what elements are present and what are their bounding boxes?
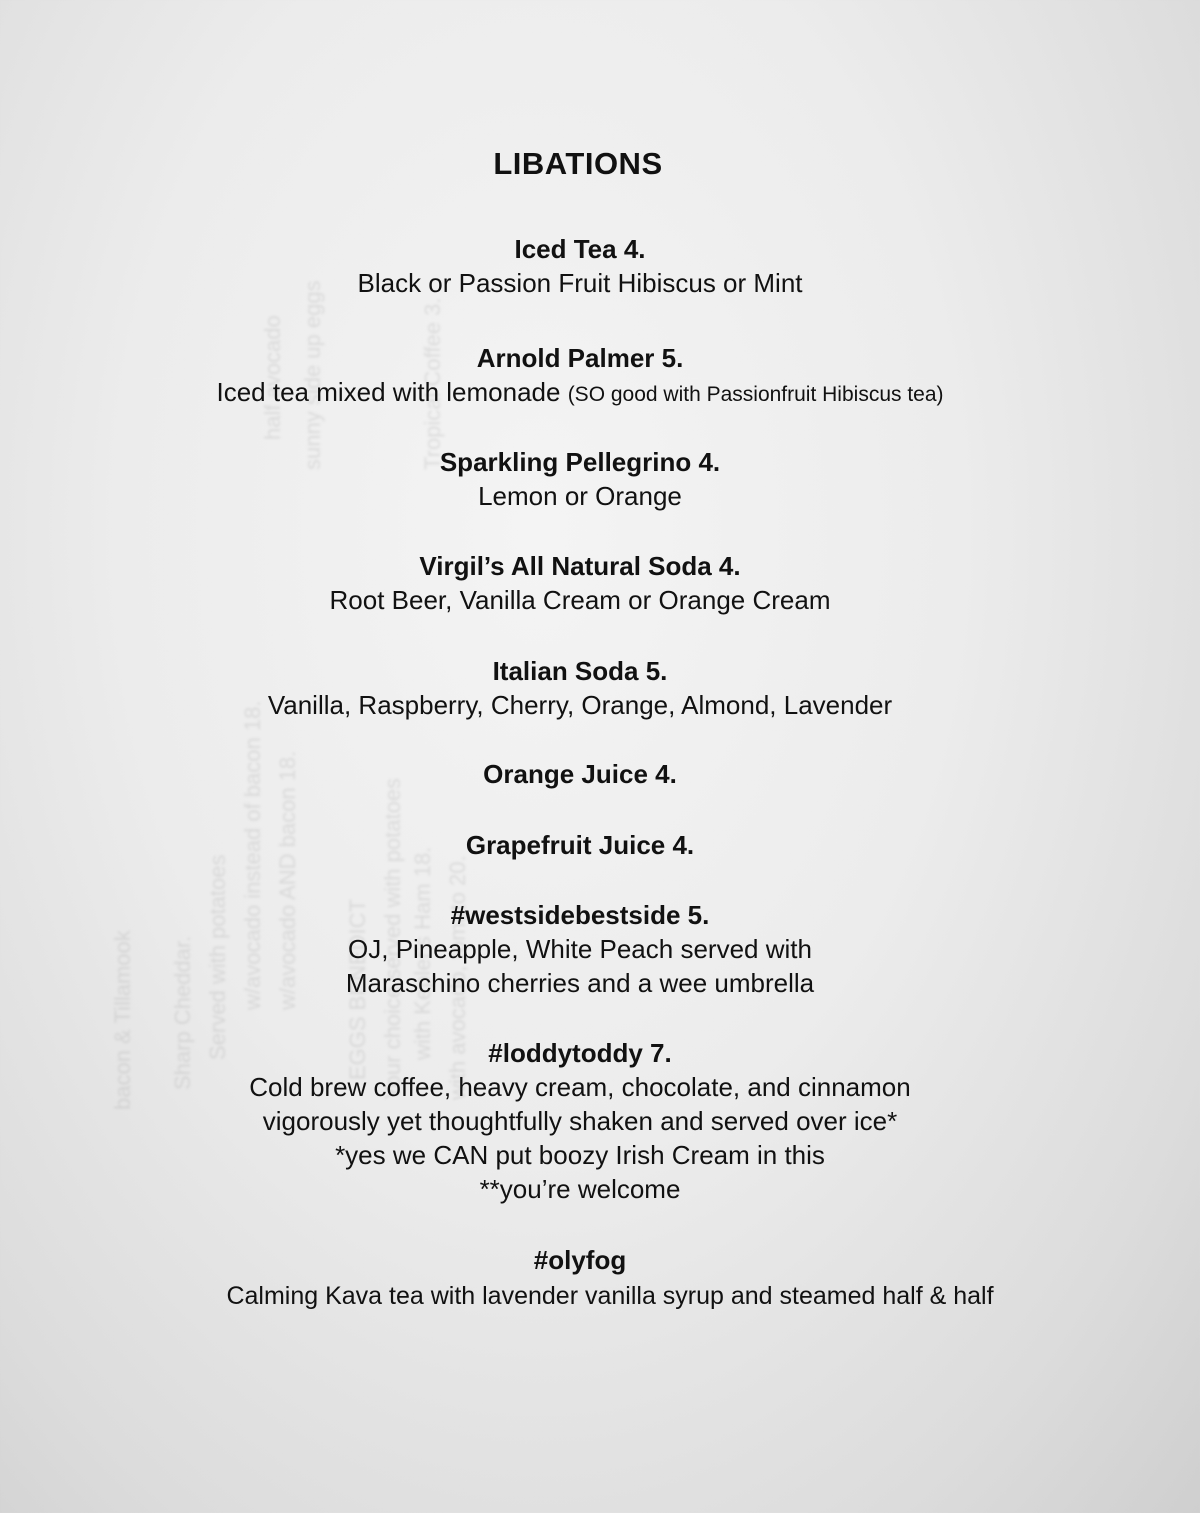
item-description (0, 375, 1160, 412)
menu-item-italian-soda (0, 654, 1160, 722)
item-description: Maraschino cherries and a wee umbrella (345, 968, 815, 998)
item-footnote: *yes we CAN put boozy Irish Cream in this (335, 1140, 825, 1170)
item-name: Virgil’s All Natural Soda 4. (419, 551, 741, 581)
item-name: Iced Tea 4. (514, 234, 646, 264)
item-name: #olyfog (533, 1245, 627, 1275)
item-description-main: Iced tea mixed with lemonade (216, 377, 561, 407)
menu-item-olyfog (0, 1243, 1200, 1277)
item-description: Root Beer, Vanilla Cream or Orange Cream (329, 585, 831, 615)
item-description: OJ, Pineapple, White Peach served with (348, 934, 812, 964)
item-name: Sparkling Pellegrino 4. (439, 447, 721, 477)
item-description: Lemon or Orange (478, 481, 682, 511)
menu-item-loddytoddy (0, 1036, 1160, 1206)
menu-item-orange-juice (0, 757, 1160, 791)
item-name: Orange Juice 4. (483, 759, 677, 789)
item-name: Arnold Palmer 5. (476, 343, 684, 373)
item-description: vigorously yet thoughtfully shaken and served over ice* (262, 1106, 898, 1136)
item-name: Grapefruit Juice 4. (465, 830, 695, 860)
item-name: #westsidebestside 5. (450, 900, 710, 930)
menu-item-grapefruit-juice (0, 828, 1160, 862)
item-description: Cold brew coffee, heavy cream, chocolate, and cinnamon (249, 1072, 911, 1102)
menu-item-sparkling-pellegrino (0, 445, 1160, 513)
menu-title: LIBATIONS (493, 146, 663, 181)
item-note: (SO good with Passionfruit Hibiscus tea) (567, 383, 944, 406)
paper-background: Sharp Cheddar. Served with potatoes w/avocado instead of bacon 18. w/avocado AND bacon 18. EGGS BENEDICT Your choice served with potatoes with Kepler's Ham 18. with avocado, tomato 20. bacon & Tillamook sunny side up eggs half avocado Tropical Coffee 3. (110, 280, 470, 1110)
menu-item-arnold-palmer (0, 341, 1160, 412)
item-name: Italian Soda 5. (492, 656, 668, 686)
menu-item-olyfog-description (40, 1279, 1180, 1313)
item-footnote: **you’re welcome (479, 1174, 681, 1204)
item-description: Calming Kava tea with lavender vanilla syrup and steamed half & half (226, 1282, 994, 1310)
item-description: Black or Passion Fruit Hibiscus or Mint (357, 268, 803, 298)
menu-item-virgils-soda (0, 549, 1160, 617)
menu-item-westsidebestside (0, 898, 1160, 1000)
item-description: Vanilla, Raspberry, Cherry, Orange, Almond, Lavender (267, 690, 893, 720)
menu-item-iced-tea (0, 232, 1160, 300)
item-name: #loddytoddy 7. (488, 1038, 672, 1068)
